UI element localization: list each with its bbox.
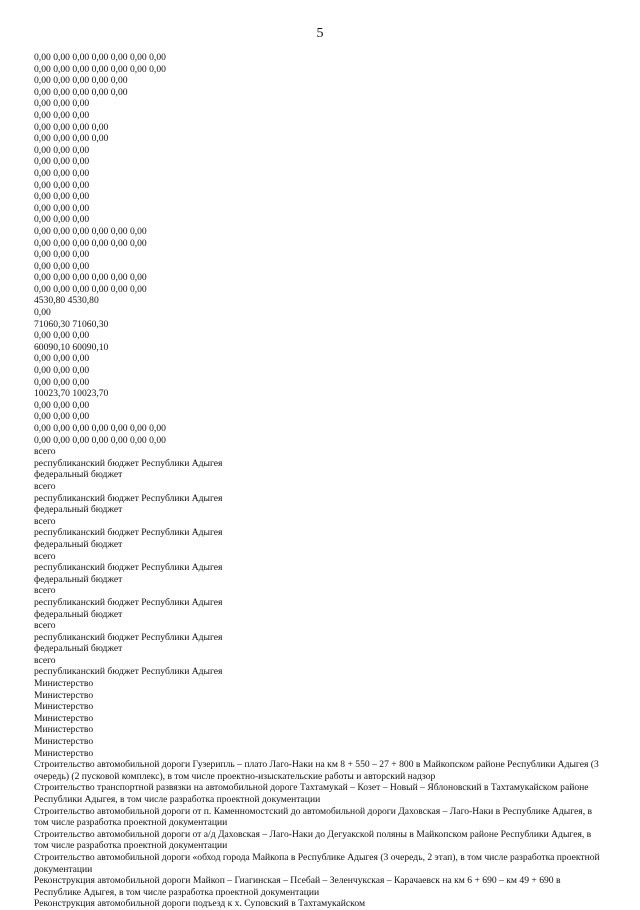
text-line: 0,00 0,00 0,00 [34,98,90,110]
page-number: 5 [316,26,324,41]
text-line: 0,00 0,00 0,00 0,00 0,00 0,00 0,00 [34,52,166,63]
text-line: Министерство [34,724,94,736]
text-line: Министерство [34,736,94,748]
text-line: 0,00 0,00 0,00 0,00 0,00 0,00 0,00 [34,63,166,75]
text-line: Министерство [34,712,94,724]
text-line: 4530,80 4530,80 [34,295,99,307]
document-text [34,52,606,910]
text-line: республиканский бюджет Республики Адыгея [34,631,223,643]
text-line: 0,00 0,00 0,00 [34,249,90,261]
text-line: Строительство автомобильной дороги от п. Каменномостский до автомобильной дороги Даховская – Лаго-Наки в Республике Адыгея, в том числе разработка проектной документации [34,805,593,829]
text-line: 10023,70 10023,70 [34,388,109,400]
text-line: 0,00 0,00 0,00 0,00 0,00 [34,86,128,98]
text-line: федеральный бюджет [34,538,123,550]
text-line: 0,00 0,00 0,00 0,00 [34,133,109,145]
text-line: Строительство транспортной развязки на автомобильной дороге Тахтамукай – Козет – Новый – Яблоновский в Тахтамукайском районе Республики Адыгея, в том числе разработка проектной документации [34,782,589,805]
text-line: федеральный бюджет [34,643,123,655]
text-line: всего [34,620,56,632]
text-line: 0,00 0,00 0,00 [34,330,90,342]
text-line: Строительство автомобильной дороги от а/д Даховская – Лаго-Наки до Дегуакской поляны в Майкопском районе Республики Адыгея, в том числе разработка проектной документации [34,828,592,852]
text-line: 0,00 0,00 0,00 [34,109,90,121]
text-line: 0,00 0,00 0,00 [34,365,90,377]
text-line: 60090,10 60090,10 [34,341,109,353]
text-line: 0,00 0,00 0,00 0,00 0,00 0,00 [34,237,147,249]
text-line: республиканский бюджет Республики Адыгея [34,457,223,469]
text-line: 0,00 0,00 0,00 [34,399,90,411]
text-line: 0,00 0,00 0,00 [34,156,90,168]
text-line: 0,00 0,00 0,00 [34,260,90,272]
text-line: 0,00 0,00 0,00 0,00 0,00 0,00 0,00 [34,423,166,434]
text-line: Строительство автомобильной дороги «обход города Майкопа в Республике Адыгея (3 очередь, 2 этап), в том числе разработка проектной документации [34,851,600,875]
text-line: республиканский бюджет Республики Адыгея [34,562,223,574]
text-line: Строительство автомобильной дороги Гузерипль – плато Лаго-Наки на км 8 + 550 – 27 + 800 в Майкопском районе Республики Адыгея (3 очередь) (2 пусковой комплекс), в том числе проектно-изыскательские работы и авторский надзор [34,759,599,782]
text-line: Министерство [34,678,94,690]
text-line: 71060,30 71060,30 [34,318,109,330]
text-line: всего [34,480,56,492]
text-line: 0,00 0,00 0,00 0,00 0,00 0,00 [34,225,147,237]
text-line: Министерство [34,701,94,713]
text-line: 0,00 0,00 0,00 0,00 0,00 0,00 0,00 [34,434,166,446]
text-line: 0,00 0,00 0,00 [34,179,90,191]
text-line: республиканский бюджет Республики Адыгея [34,596,223,608]
text-line: федеральный бюджет [34,573,123,585]
text-line: 0,00 0,00 0,00 [34,353,90,365]
text-line: всего [34,654,56,666]
text-line: 0,00 0,00 0,00 [34,214,90,226]
text-line: республиканский бюджет Республики Адыгея [34,666,223,678]
text-line: 0,00 0,00 0,00 0,00 0,00 0,00 [34,283,147,295]
text-line: 0,00 [34,307,51,319]
text-line: всего [34,446,56,458]
text-line: всего [34,585,56,597]
text-line: Реконструкция автомобильной дороги Майкоп – Гиагинская – Псебай – Зеленчукская – Карачаевск на км 6 + 690 – км 49 + 690 в Республике Адыгея, в том числе разработка проектной документации [34,875,561,898]
text-line: республиканский бюджет Республики Адыгея [34,527,223,539]
text-line: 0,00 0,00 0,00 [34,191,90,203]
text-line: федеральный бюджет [34,608,123,620]
text-line: 0,00 0,00 0,00 [34,411,90,423]
text-line: 0,00 0,00 0,00 [34,376,90,388]
text-line: всего [34,515,56,527]
text-line: 0,00 0,00 0,00 [34,167,90,179]
text-line: Министерство [34,747,94,759]
text-line: всего [34,550,56,562]
text-line: 0,00 0,00 0,00 0,00 [34,121,109,133]
text-line: федеральный бюджет [34,504,123,516]
text-line: 0,00 0,00 0,00 [34,144,90,156]
text-line: федеральный бюджет [34,469,123,481]
text-line: Министерство [34,689,94,701]
text-line: 0,00 0,00 0,00 0,00 0,00 [34,75,128,87]
text-line: 0,00 0,00 0,00 [34,202,90,214]
text-line: республиканский бюджет Республики Адыгея [34,492,223,504]
text-line: Реконструкция автомобильной дороги подъезд к х. Суповский в Тахтамукайском [34,898,366,910]
text-line: 0,00 0,00 0,00 0,00 0,00 0,00 [34,272,147,284]
